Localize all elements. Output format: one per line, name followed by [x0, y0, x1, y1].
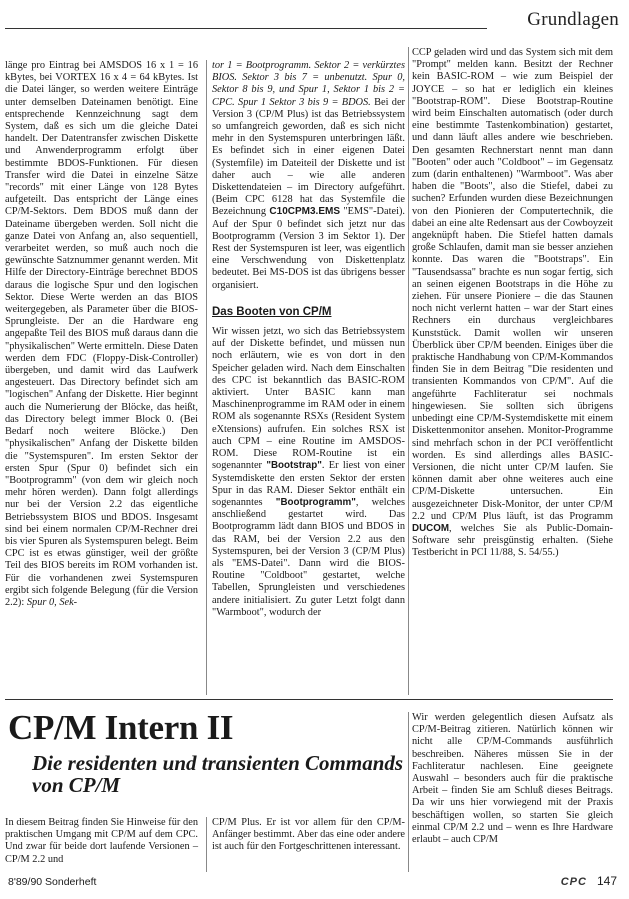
column-divider — [206, 817, 207, 872]
column-1 — [5, 60, 198, 695]
ducom-term: DUCOM — [412, 522, 450, 534]
column-2 — [212, 60, 405, 695]
section-subheading: Das Booten von CP/M — [212, 305, 332, 318]
column-1-italic: Spur 0, Sek- — [26, 596, 78, 608]
column-divider — [408, 47, 409, 695]
article-column-3: Wir werden gelegentlich diesen Aufsatz als CP/M-Beitrag zitieren. Natürlich können wir nicht alle CP/M-Commands ausführlich beschreiben. Näheres müssen Sie in der Fachliteratur nachlesen. Eine geeignete Auswahl – besonders auch für die praktische Arbeit – finden Sie am Schluß dieses Beitrags. Da wir uns hier vorwiegend mit der Praxis beschäftigen wollen, so starten Sie gleich einmal CP/M 2.2 und – wenn es Ihre Hardware erlaubt – auch CP/M — [412, 712, 613, 846]
column-2-text-continued: Wir wissen jetzt, wo sich das Betriebssystem auf der Diskette befindet, und müssen nun noch erläutern, wie es von dort in den Speicher geladen wird. Nach dem Einschalten des CPC ist bekanntlich das BASIC-ROM aktiviert. Unter BASIC kann man Maschinenprogramme im RAM oder in einem ROM als sogenannte RSXs (Resident System eXtensions) aufrufen. Ein solches RSX ist auch CPM – eine Routine im AMSDOS-ROM. Diese ROM-Routine ist ein sogenannter "Bootstrap". Er liest von einer Systemdiskette den ersten Sektor der ersten Spur in das RAM. Dieser Sektor enthält ein sogenanntes "Bootprogramm", welches anschließend gestartet wird. Das Bootprogramm lädt dann BIOS und BDOS in das RAM, bei der Version 2.2 aus den Systemspuren, bei der Version 3 (CP/M Plus) als "EMS-Datei". Dann wird die BIOS-Routine "Coldboot" gestartet, welche Tabellen, Sprungleisten und verschiedenes andere initialisiert. Zu guter Letzt folgt dann "Warmboot", wodurch der — [212, 326, 405, 618]
column-2-text: tor 1 = Bootprogramm. Sektor 2 = verkürztes BIOS. Sektor 3 bis 7 = unbenutzt. Spur 0, Sektor 8 bis 9, und Spur 1, Sektor 1 bis 2 = CPC. Spur 1 Sektor 3 bis 9 = BDOS. Bei der Version 3 (CP/M Plus) ist das Betriebssystem so umfangreich geworden, daß es sich nicht mehr in den Systemspuren unterbringen läßt. Es befindet sich in einer eigenen Datei (Systemfile) im Dateiteil der Diskette und ist daher auch – wie alle anderen Diskettendateien – im Directory aufgeführt. (Beim CPC 6128 hat das Systemfile die Bezeichnung C10CPM3.EMS "EMS"-Datei). Auf der Spur 0 befindet sich jetzt nur das Bootprogramm (Version 3 im Sektor 1). Der Rest der Systemspuren ist leer, was eigentlich eine Verschwendung von Diskettenplatz bedeutet. Bei MS-DOS ist das übrigens besser organisiert. — [212, 60, 405, 291]
page-footer — [561, 874, 617, 888]
article-separator — [5, 699, 613, 700]
article-title: CP/M Intern II — [8, 708, 234, 747]
system-filename: C10CPM3.EMS — [269, 206, 340, 218]
column-1-text: länge pro Eintrag bei AMSDOS 16 x 1 = 16 kBytes, bei VORTEX 16 x 4 = 64 kBytes. Ist die Datei länger, so werden weitere Einträge unter demselben Dateinamen benötigt. Eine entsprechende Kennzeichnung sagt dem System, daß es sich um die gleiche Datei handelt. Der Datentransfer zwischen Diskette und Anwenderprogramm erfolgt über bestimmte BDOS-Funktionen. Für diesen Transfer wird die Datei in einzelne Sätze "records" mit einer Länge von 128 Bytes aufgeteilt. Das entspricht der Länge eines CP/M-Sektors. Dem BDOS muß dann der Dateiname übergeben werden. Soll nicht die ganze Datei von Anfang an, also sequentiell, verarbeitet werden, so muß auch noch die gewünschte Satznummer genannt werden. Mit Hilfe der Directory-Einträge berechnet BDOS daraus die logische Spur und den logischen Sektor. Diese Werte werden an das BIOS weitergegeben, als Parameter über die BIOS-Sprungleiste. Der an die Hardware eng angepaßte Teil des BIOS muß daraus dann die "physikalischen" Werte ermitteln. Diese Daten werden dem FDC (Floppy-Disk-Controller) übergeben, und damit wird das Laufwerk angesteuert. Das Directory befindet sich am "logischen" Anfang der Diskette. Hier beginnt auch die Numerierung der Blöcke, das heißt, das Directory belegt immer Block 0. (Bei Bedarf noch weitere Blöcke.) Den "physikalischen" Anfang der Diskette bilden die "Systemspuren". Im ersten Sektor der ersten Spur (Spur 0) befindet sich ein "Bootprogramm" (von dem wir gleich noch mehr hören werden). Dann folgt allerdings nur bei der Version 2.2 das eigentliche Betriebssystem BIOS und BDOS. Insgesamt sind bei einem normalen CP/M-Rechner drei bis vier Spuren als Systemspuren belegt. Beim CPC ist es etwas günstiger, weil der größte Teil des BIOS bereits im ROM vorhanden ist. Für die vorhandenen zwei Systemspuren ergibt sich folgende Belegung (für die Version 2.2): Spur 0, Sek- — [5, 60, 198, 608]
bootprogramm-term: "Bootprogramm" — [275, 496, 356, 508]
header-rule — [5, 28, 487, 29]
column-divider — [408, 712, 409, 872]
article-column-2: CP/M Plus. Er ist vor allem für den CP/M-Anfänger bestimmt. Aber das eine oder andere ist auch für den Fortgeschrittenen interessant. — [212, 817, 405, 853]
bootstrap-term: "Bootstrap" — [266, 460, 322, 472]
article-subtitle: Die residenten und transienten Commands von CP/M — [32, 751, 404, 797]
article-column-1: In diesem Beitrag finden Sie Hinweise für den praktischen Umgang mit CP/M auf dem CPC. Und zwar für beide dort laufende Versionen – CP/M 2.2 und — [5, 817, 198, 865]
issue-label: 8'89/90 Sonderheft — [8, 876, 97, 888]
column-3-text: CCP geladen wird und das System sich mit dem "Prompt" melden kann. Besitzt der Rechner kein BASIC-ROM – wie zum Beispiel der JOYCE – so hat er lediglich ein kleines "Bootstrap-ROM". Diese Bootstrap-Routine wird beim Einschalten automatisch (oder durch eine bestimmte Tastenkombination) gestartet, und dann läuft alles andere wie beschrieben. Den gesamten Rechnerstart nennt man dann "Booten" oder auch "Coldboot" – im Gegensatz zum (darin enthaltenen) "Warmboot". Was aber haben die "Boots", also die Stiefel, dabei zu suchen? Erfunden wurden diese Bezeichnungen von den Pionieren der Computertechnik, die dabei an eine alte Redensart aus der Cowboyzeit angeknüpft haben. Die Stiefel hatten damals große Schlaufen, damit man sie besser anziehen konnte. Das waren die "Bootstraps". Ein "Tausendsassa" brachte es nun sogar fertig, sich an seinen eigenen Bootstraps in die Höhe zu ziehen. Für unsere Pioniere – die das Staunen noch nicht verlernt hatten – war der Start eines Rechners ein durchaus vergleichbares Kunststück. Damit wollen wir unseren Überblick über CP/M beenden. Einiges über die praktische Handhabung von CP/M-Kommandos finden Sie in dem Beitrag "Die residenten und transienten Kommandos von CP/M". Auf die angeführte Fachliteratur sei nochmals hingewiesen. Sie sollten sich übrigens unbedingt eine CP/M-Systemdiskette mit einem Diskettenmonitor ansehen. Monitor-Programme sind mehrfach schon in der PCI veröffentlicht worden. Es sind allerdings alles BASIC-Versionen, die nicht unter CP/M laufen. Sie können damit aber ohne weiteres auch eine CP/M-Diskette untersuchen. Ein ausgezeichneter Disk-Monitor, der unter CP/M 2.2 und CP/M Plus läuft, ist das Programm DUCOM, welches Sie als Public-Domain-Software sehr preisgünstig erhalten. (Siehe Testbericht in PCI 11/88, S. 54/55.) — [412, 47, 613, 559]
magazine-logo: CPC — [560, 876, 587, 888]
page-number: 147 — [596, 874, 617, 888]
section-title: Grundlagen — [527, 9, 619, 30]
column-divider — [206, 60, 207, 695]
column-3 — [412, 47, 613, 695]
page-header — [0, 0, 629, 40]
